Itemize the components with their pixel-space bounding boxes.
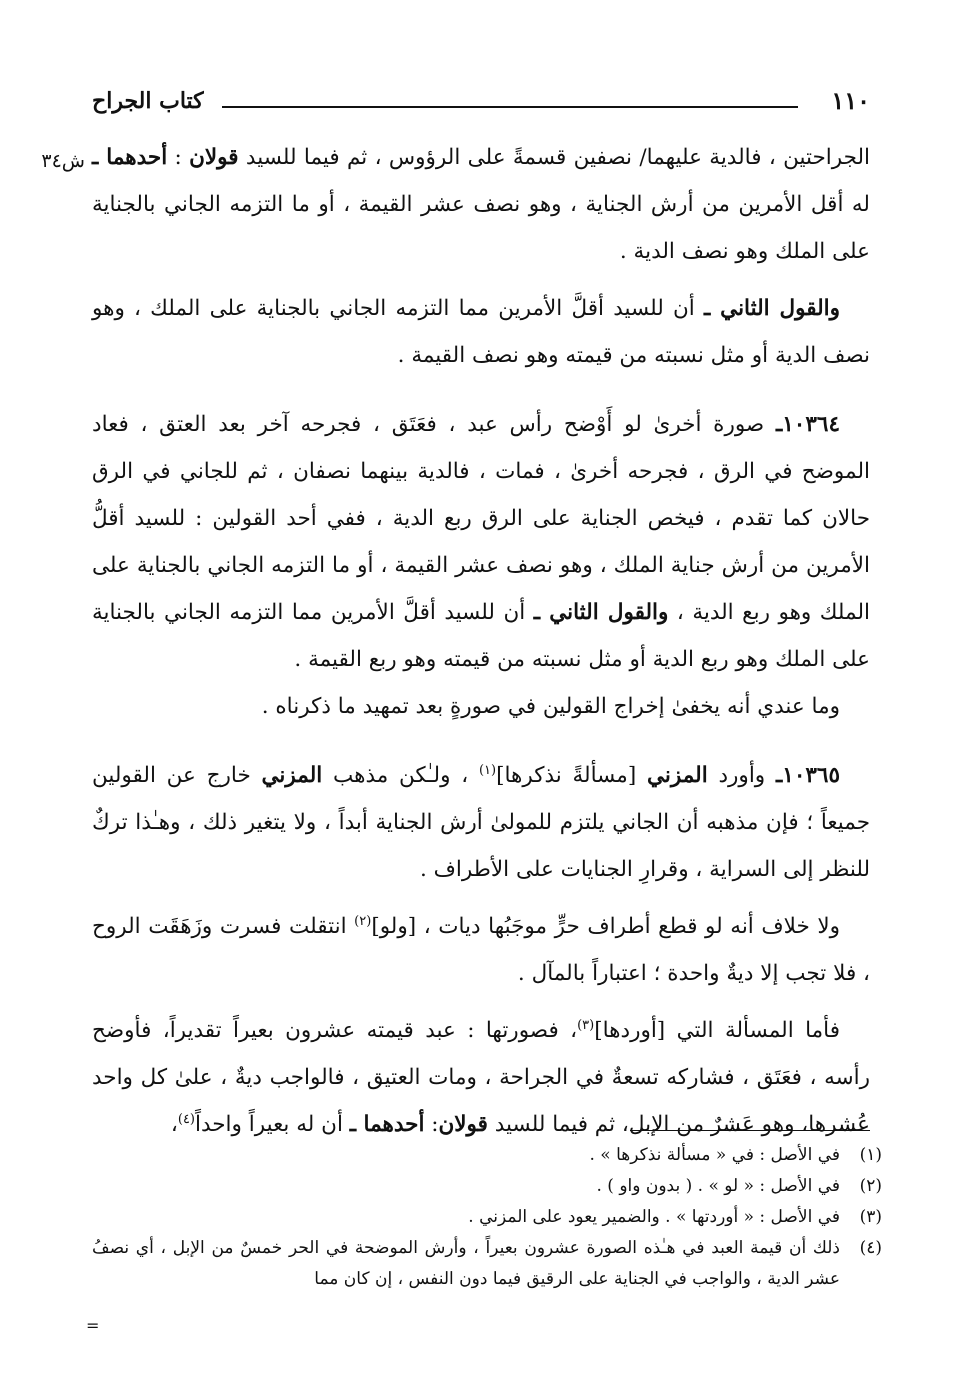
footnote-ref[interactable]: (٤)	[177, 1111, 195, 1127]
page-header	[92, 84, 870, 124]
footnote-item	[92, 1202, 882, 1233]
paragraph-7	[92, 1007, 870, 1148]
margin-reference: ش٣٤	[41, 150, 85, 172]
footnote-number: (١)	[859, 1145, 882, 1165]
footnote-text: في الأصل : « لو » . ( بدون واو ) .	[596, 1176, 840, 1196]
bold-term: والقول الثاني ـ	[704, 296, 840, 321]
text-run: :	[424, 1112, 439, 1137]
text-run: ولا خلاف أنه لو قطع أطراف حرٍّ موجَبُها ديات ، [ولو]	[371, 914, 840, 939]
paragraph-5	[92, 752, 870, 893]
footnote-text: في الأصل : في « مسألة نذكرها » .	[589, 1145, 840, 1165]
text-run: :	[167, 145, 190, 170]
author-name: المزني	[646, 763, 708, 788]
footnote-number: (٢)	[859, 1176, 882, 1196]
footnote-ref[interactable]: (٢)	[354, 913, 372, 929]
text-run: الجراحتين ، فالدية عليهما/ نصفين قسمةً على الرؤوس ، ثم فيما للسيد	[238, 145, 870, 170]
footnote-text: في الأصل : « أوردتها » . والضمير يعود على المزني .	[468, 1207, 840, 1227]
text-run: ، فصورتها : عبد قيمته عشرون بعيراً تقديراً، فأوضح رأسه ، فعَتَق ، فشاركه تسعةٌ في الجراحة ، ومات العتيق ، فالواجب ديةٌ ، علىٰ كل واحد عُشرها، وهو عَشرٌ من الإبل، ثم فيما للسيد	[92, 1018, 870, 1137]
continuation-mark: =	[86, 1316, 100, 1335]
paragraph-3	[92, 401, 870, 683]
footnote-ref[interactable]: (٣)	[577, 1017, 595, 1033]
text-run: ، ولـٰكن مذهب	[322, 763, 479, 788]
footnote-item	[92, 1140, 882, 1171]
footnote-rule	[630, 1130, 870, 1131]
section-number: ١٠٣٦٤ـ	[775, 412, 840, 437]
main-text	[92, 134, 870, 1148]
text-run: أن له بعيراً واحداً	[195, 1112, 350, 1137]
text-run: أن للسيد أقلَّ الأمرين مما التزمه الجاني بالجناية على الملك ، وهو نصف الدية أو مثل نسبته من قيمته وهو نصف القيمة .	[92, 296, 870, 368]
bold-term: أحدهما ـ	[349, 1112, 425, 1137]
section-number: ١٠٣٦٥ـ	[775, 763, 841, 788]
text-run: وأورد	[707, 763, 776, 788]
text-run: أن للسيد أقلَّ الأمرين مما التزمه الجاني بالجناية على الملك وهو ربع الدية أو مثل نسبته من قيمته وهو ربع القيمة .	[92, 600, 870, 672]
footnote-number: (٤)	[859, 1238, 882, 1258]
paragraph-4: وما عندي أنه يخفىٰ إخراج القولين في صورةٍ بعد تمهيد ما ذكرناه .	[261, 694, 840, 719]
paragraph-6	[92, 903, 870, 997]
text-run: خارج عن القولين جميعاً ؛ فإن مذهبه أن الجاني يلتزم للمولىٰ أرش الجناية أبداً ، ولا يتغير ذلك ، وهـٰذا تركٌ للنظر إلى السراية ، وقرارِ الجنايات على الأطراف .	[92, 763, 870, 882]
footnote-text: ذلك أن قيمة العبد في هـٰذه الصورة عشرون بعيراً ، وأرش الموضحة في الحر خمسٌ من الإبل ، أي نصفُ عشر الدية ، والواجب في الجناية على الرقيق فيما دون النفس ، إن كان مما	[92, 1238, 840, 1289]
footnote-item	[92, 1233, 882, 1295]
header-rule	[222, 106, 798, 108]
page-number: ١١٠	[831, 86, 870, 115]
text-run: انتقلت فسرت وزَهَقَت الروح ، فلا تجب إلا ديةٌ واحدة ؛ اعتباراً بالمآل .	[92, 914, 870, 986]
paragraph-1	[92, 134, 870, 275]
bold-term: أحدهما ـ	[92, 145, 168, 170]
text-run: [مسألةً نذكرها]	[496, 763, 647, 788]
footnotes	[92, 1140, 882, 1295]
text-run: له أقل الأمرين من أرش الجناية ، وهو نصف عشر القيمة ، أو ما التزمه الجاني بالجناية على الملك وهو نصف الدية .	[92, 192, 870, 264]
footnote-number: (٣)	[859, 1207, 882, 1227]
text-run: ،	[170, 1112, 178, 1137]
footnote-item	[92, 1171, 882, 1202]
bold-term: والقول الثاني ـ	[533, 600, 669, 625]
paragraph-2	[92, 285, 870, 379]
text-run: فأما المسألة التي [أوردها]	[594, 1018, 841, 1043]
bold-term: قولان	[189, 145, 239, 170]
text-run: صورة أخرىٰ لو أَوْضح رأس عبد ، فعَتَق ، فجرحه آخر بعد العتق ، فعاد الموضح في الرق ، فجرحه أخرىٰ ، فمات ، فالدية بينهما نصفان ، ثم للجاني في الرق حالان كما تقدم ، فيخص الجناية على الرق ربع الدية ، ففي أحد القولين : للسيد أقلُّ الأمرين من أرش جناية الملك ، وهو نصف عشر القيمة ، أو ما التزمه الجاني بالجناية على الملك وهو ربع الدية ،	[92, 412, 870, 625]
book-title: كتاب الجراح	[92, 88, 204, 114]
bold-term: قولان	[438, 1112, 488, 1137]
author-name: المزني	[261, 763, 323, 788]
footnote-ref[interactable]: (١)	[478, 762, 497, 778]
